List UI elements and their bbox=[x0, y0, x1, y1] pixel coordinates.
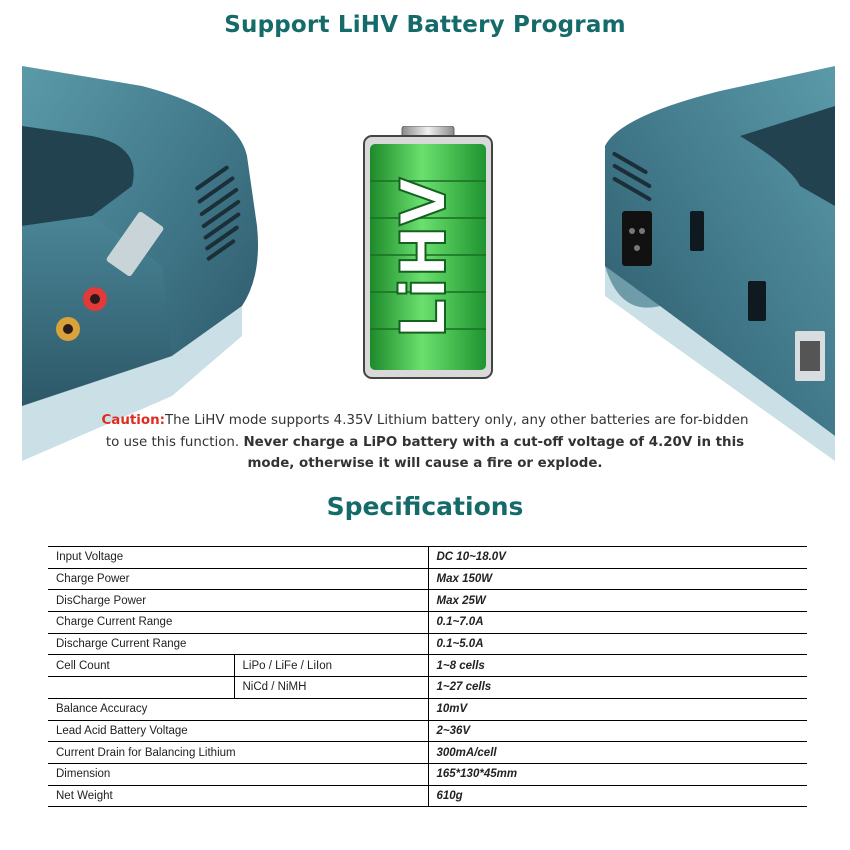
specs-title: Specifications bbox=[326, 492, 524, 521]
spec-label: Current Drain for Balancing Lithium bbox=[48, 742, 428, 764]
charger-left-image bbox=[22, 66, 262, 461]
spec-value: DC 10~18.0V bbox=[428, 547, 807, 569]
spec-value: 610g bbox=[428, 785, 807, 807]
spec-value: Max 25W bbox=[428, 590, 807, 612]
spec-label: Input Voltage bbox=[48, 547, 428, 569]
spec-label: DisCharge Power bbox=[48, 590, 428, 612]
table-row bbox=[48, 568, 807, 590]
spec-value: 300mA/cell bbox=[428, 742, 807, 764]
table-row bbox=[48, 763, 807, 785]
spec-sublabel: LiPo / LiFe / LiIon bbox=[234, 655, 428, 677]
spec-value: Max 150W bbox=[428, 568, 807, 590]
spec-label: Cell Count bbox=[48, 655, 234, 677]
table-row bbox=[48, 633, 807, 655]
spec-label: Charge Current Range bbox=[48, 612, 428, 634]
caution-warning: Never charge a LiPO battery with a cut-off voltage of 4.20V in this mode, otherwise it will cause a fire or explode. bbox=[243, 434, 745, 471]
caution-note bbox=[100, 410, 750, 475]
table-row bbox=[48, 547, 807, 569]
spec-value: 1~27 cells bbox=[428, 677, 807, 699]
spec-label bbox=[48, 677, 234, 699]
table-row bbox=[48, 720, 807, 742]
spec-value: 0.1~7.0A bbox=[428, 612, 807, 634]
table-row bbox=[48, 698, 807, 720]
table-row bbox=[48, 677, 807, 699]
spec-value: 2~36V bbox=[428, 720, 807, 742]
spec-table bbox=[48, 546, 807, 807]
spec-value: 1~8 cells bbox=[428, 655, 807, 677]
spec-value: 10mV bbox=[428, 698, 807, 720]
table-row bbox=[48, 742, 807, 764]
spec-label: Discharge Current Range bbox=[48, 633, 428, 655]
spec-label: Charge Power bbox=[48, 568, 428, 590]
lihv-battery-icon bbox=[362, 126, 494, 380]
table-row bbox=[48, 785, 807, 807]
battery-label: LiHV bbox=[387, 177, 461, 339]
charger-right-image bbox=[600, 66, 840, 461]
spec-label: Dimension bbox=[48, 763, 428, 785]
spec-value: 165*130*45mm bbox=[428, 763, 807, 785]
spec-label: Balance Accuracy bbox=[48, 698, 428, 720]
table-row bbox=[48, 590, 807, 612]
spec-sublabel: NiCd / NiMH bbox=[234, 677, 428, 699]
caution-label: Caution: bbox=[101, 413, 165, 428]
spec-label: Net Weight bbox=[48, 785, 428, 807]
spec-value: 0.1~5.0A bbox=[428, 633, 807, 655]
spec-label: Lead Acid Battery Voltage bbox=[48, 720, 428, 742]
caution-text: The LiHV mode supports 4.35V Lithium battery only, any other batteries are for-bidden to use this function. bbox=[105, 413, 749, 450]
table-row bbox=[48, 655, 807, 677]
page-title: Support LiHV Battery Program bbox=[224, 12, 626, 38]
table-row bbox=[48, 612, 807, 634]
